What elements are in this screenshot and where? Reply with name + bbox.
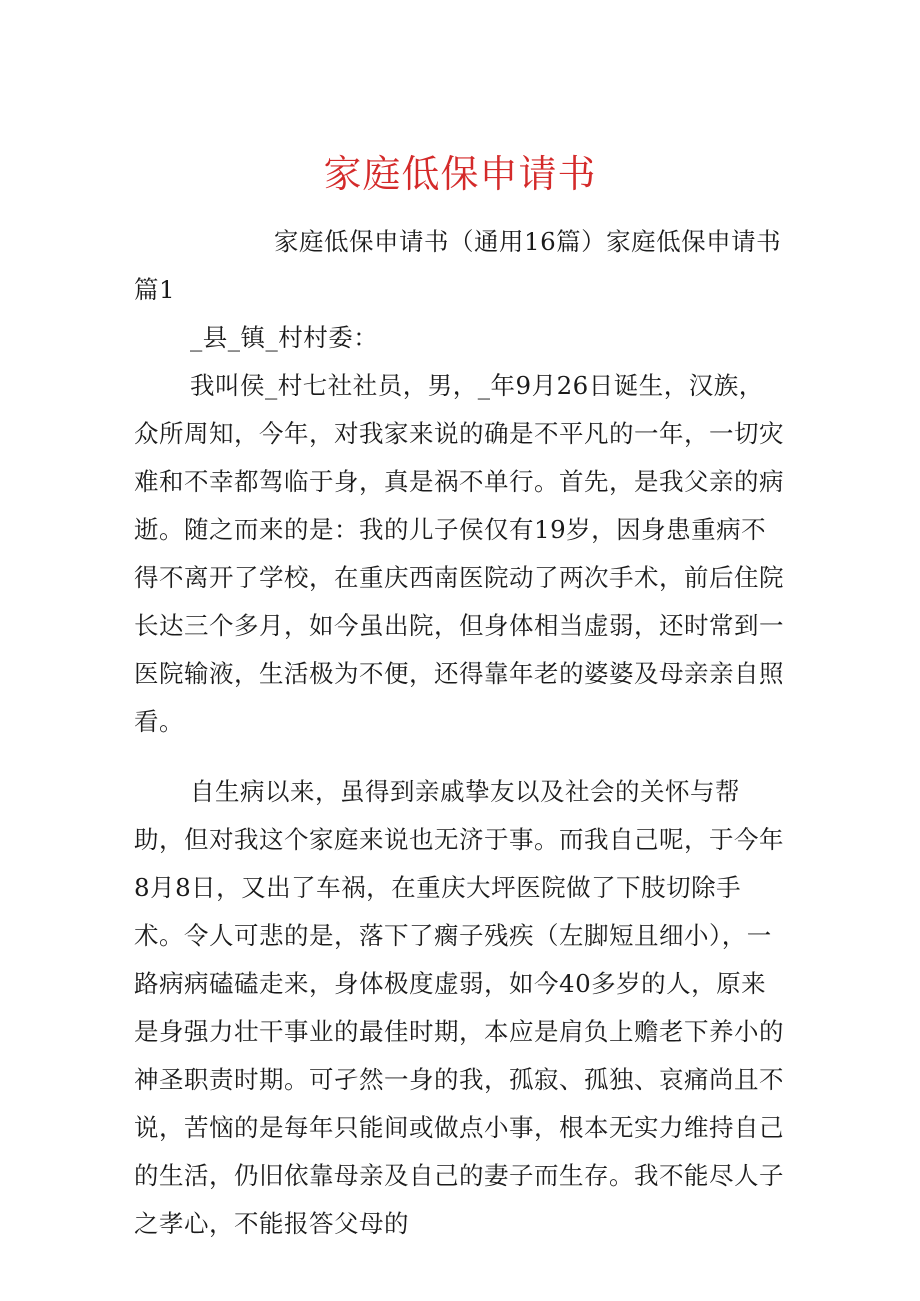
document-subtitle: 家庭低保申请书（通用16篇）家庭低保申请书篇1 <box>134 227 782 304</box>
body-paragraph-2: 自生病以来，虽得到亲戚挚友以及社会的关怀与帮助，但对我这个家庭来说也无济于事。而我自己呢，于今年8月8日，又出了车祸，在重庆大坪医院做了下肢切除手术。令人可悲的是，落下了瘸子残疾（左脚短且细小），一路病病磕磕走来，身体极度虚弱，如今40多岁的人，原来是身强力壮干事业的最佳时期，本应是肩负上赡老下养小的神圣职责时期。可孑然一身的我，孤寂、孤独、哀痛尚且不说，苦恼的是每年只能间或做点小事，根本无实力维持自己的生活，仍旧依靠母亲及自己的妻子而生存。我不能尽人子之孝心，不能报答父母的 <box>134 777 784 1238</box>
document-body <box>134 218 784 1248</box>
document-title: 家庭低保申请书 <box>323 152 597 196</box>
body-paragraph-1: 我叫侯_村七社社员，男，_年9月26日诞生，汉族，众所周知，今年，对我家来说的确是不平凡的一年，一切灾难和不幸都驾临于身，真是祸不单行。首先，是我父亲的病逝。随之而来的是：我的儿子侯仅有19岁，因身患重病不得不离开了学校，在重庆西南医院动了两次手术，前后住院长达三个多月，如今虽出院，但身体相当虚弱，还时常到一医院输液，生活极为不便，还得靠年老的婆婆及母亲亲自照看。 <box>134 371 784 736</box>
salutation: _县_镇_村村委： <box>190 323 379 352</box>
